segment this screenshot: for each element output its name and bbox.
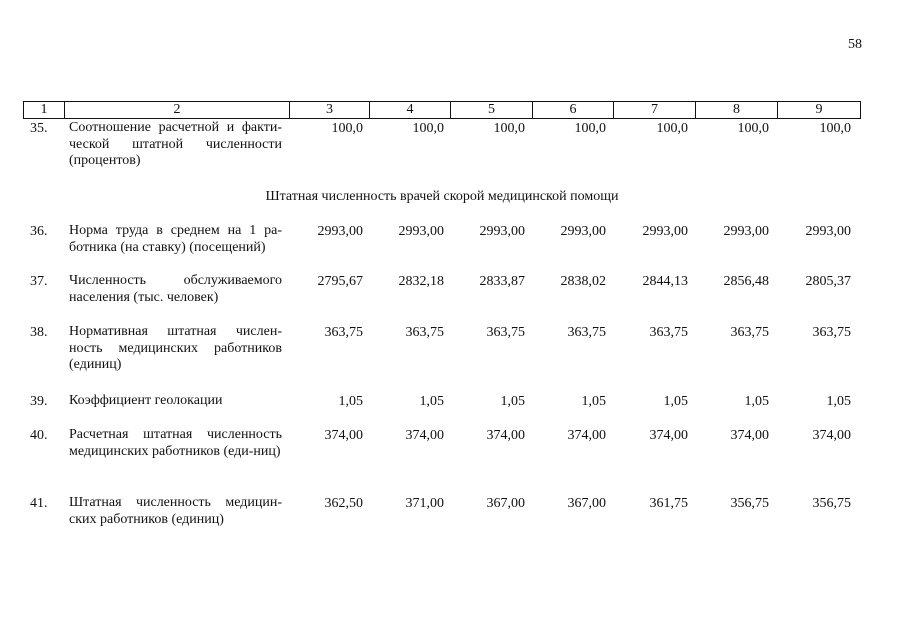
- row-value-col-8: 363,75: [730, 325, 769, 340]
- row-value-col-7: 363,75: [649, 325, 688, 340]
- row-value-col-6: 363,75: [567, 325, 606, 340]
- header-col-4: 4: [369, 102, 450, 118]
- header-col-8: 8: [695, 102, 777, 118]
- row-value-col-5: 374,00: [486, 428, 525, 443]
- row-label: Коэффициент геолокации: [69, 393, 223, 408]
- row-value-col-7: 2844,13: [642, 274, 688, 289]
- row-number: 35.: [30, 121, 48, 136]
- row-value-col-5: 367,00: [486, 496, 525, 511]
- row-value-col-8: 356,75: [730, 496, 769, 511]
- row-number: 39.: [30, 394, 48, 409]
- row-value-col-5: 1,05: [500, 394, 525, 409]
- row-value-col-3: 2993,00: [317, 224, 363, 239]
- row-value-col-8: 374,00: [730, 428, 769, 443]
- row-value-col-9: 1,05: [826, 394, 851, 409]
- header-col-6: 6: [532, 102, 613, 118]
- row-value-col-7: 100,0: [656, 121, 688, 136]
- row-value-col-5: 2993,00: [479, 224, 525, 239]
- row-value-col-4: 100,0: [412, 121, 444, 136]
- row-value-col-4: 2832,18: [398, 274, 444, 289]
- row-value-col-6: 2993,00: [560, 224, 606, 239]
- header-col-3: 3: [289, 102, 369, 118]
- row-value-col-8: 1,05: [744, 394, 769, 409]
- row-value-col-3: 374,00: [324, 428, 363, 443]
- row-value-col-9: 2993,00: [805, 224, 851, 239]
- row-value-col-4: 2993,00: [398, 224, 444, 239]
- section-title: Штатная численность врачей скорой медицинской помощи: [265, 189, 619, 204]
- row-value-col-4: 374,00: [405, 428, 444, 443]
- row-value-col-7: 1,05: [663, 394, 688, 409]
- row-value-col-6: 367,00: [567, 496, 606, 511]
- row-value-col-4: 371,00: [405, 496, 444, 511]
- row-value-col-8: 2856,48: [723, 274, 769, 289]
- row-number: 36.: [30, 224, 48, 239]
- header-col-2: 2: [64, 102, 289, 118]
- row-value-col-3: 100,0: [331, 121, 363, 136]
- row-value-col-4: 1,05: [419, 394, 444, 409]
- row-value-col-9: 100,0: [819, 121, 851, 136]
- row-value-col-3: 1,05: [338, 394, 363, 409]
- row-value-col-7: 374,00: [649, 428, 688, 443]
- row-value-col-9: 374,00: [812, 428, 851, 443]
- row-value-col-3: 2795,67: [317, 274, 363, 289]
- row-label: Соотношение расчетной и факти-ческой штатной численности (процентов): [69, 120, 282, 168]
- row-label: Нормативная штатная числен-ность медицинских работников (единиц): [69, 324, 282, 372]
- row-value-col-3: 362,50: [324, 496, 363, 511]
- row-value-col-9: 356,75: [812, 496, 851, 511]
- row-value-col-6: 1,05: [581, 394, 606, 409]
- header-col-5: 5: [450, 102, 532, 118]
- row-value-col-7: 2993,00: [642, 224, 688, 239]
- row-label: Норма труда в среднем на 1 ра-ботника (на ставку) (посещений): [69, 223, 282, 255]
- row-value-col-5: 100,0: [493, 121, 525, 136]
- row-value-col-6: 100,0: [574, 121, 606, 136]
- row-number: 38.: [30, 325, 48, 340]
- header-col-7: 7: [613, 102, 695, 118]
- row-value-col-4: 363,75: [405, 325, 444, 340]
- row-number: 41.: [30, 496, 48, 511]
- row-label: Расчетная штатная численность медицинских работников (еди-ниц): [69, 427, 282, 459]
- row-value-col-6: 2838,02: [560, 274, 606, 289]
- row-value-col-9: 363,75: [812, 325, 851, 340]
- row-label: Численность обслуживаемого населения (тыс. человек): [69, 273, 282, 305]
- page-number: 58: [848, 37, 862, 52]
- row-value-col-7: 361,75: [649, 496, 688, 511]
- table-header: [23, 101, 861, 119]
- row-label: Штатная численность медицин-ских работников (единиц): [69, 495, 282, 527]
- row-value-col-3: 363,75: [324, 325, 363, 340]
- header-col-9: 9: [777, 102, 860, 118]
- row-value-col-8: 100,0: [737, 121, 769, 136]
- row-value-col-5: 363,75: [486, 325, 525, 340]
- row-number: 37.: [30, 274, 48, 289]
- row-value-col-8: 2993,00: [723, 224, 769, 239]
- row-value-col-6: 374,00: [567, 428, 606, 443]
- row-value-col-9: 2805,37: [805, 274, 851, 289]
- row-number: 40.: [30, 428, 48, 443]
- header-col-1: 1: [40, 102, 48, 117]
- row-value-col-5: 2833,87: [479, 274, 525, 289]
